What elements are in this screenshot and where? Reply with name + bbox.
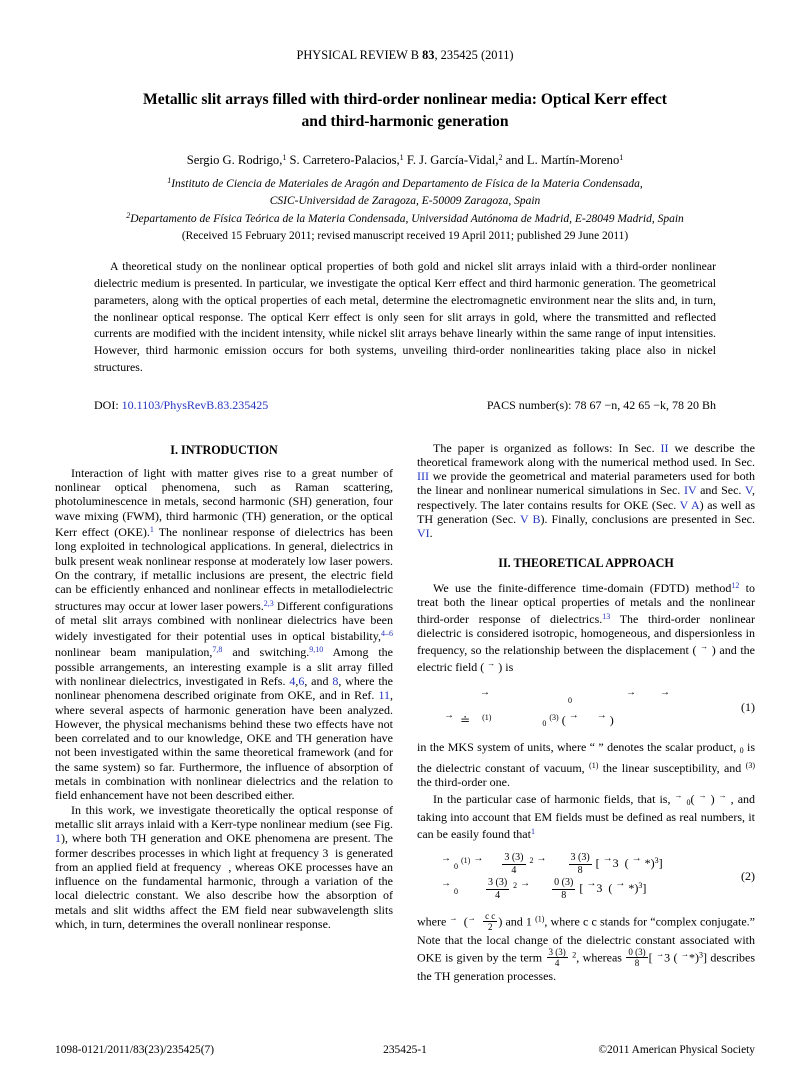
vector-arrow: →	[674, 791, 683, 801]
received-dates: (Received 15 February 2011; revised manuscript received 19 April 2011; published 29 June 2011)	[181, 230, 629, 243]
right-column	[417, 441, 755, 984]
vector-arrow: →	[700, 642, 709, 652]
fraction-numerator: 3 (3)	[570, 852, 590, 864]
affiliations	[55, 175, 755, 227]
inline-fraction	[569, 852, 592, 876]
text-segment: 1	[282, 153, 287, 163]
text-segment: 83	[422, 48, 435, 62]
fraction-numerator: 3 (3)	[504, 852, 524, 864]
equation-2-row-1: → $_0$ $^{(1)}$ → $\frac{3 (3)}{4}$ $^2$ → $\frac{3 (3)}{8}$ [ →3 ( → *)$^3$]	[441, 852, 663, 876]
fraction-denominator: 8	[577, 864, 583, 876]
text-segment: (1)	[482, 712, 492, 722]
inline-link[interactable]: III	[417, 469, 429, 484]
vector-arrow: →	[680, 949, 689, 959]
vector-arrow: →	[487, 659, 496, 669]
inline-link[interactable]: V A	[679, 497, 700, 512]
footer-page-number: 235425-1	[383, 1044, 427, 1056]
equation-2-row-2: → $_0$ $\frac{3 (3)}{4}$ $^2$ → $\frac{0 (3)}{8}$ [ →3 ( → *)$^3$]	[441, 877, 647, 901]
inline-link[interactable]: 4–6	[381, 629, 393, 639]
abstract-paragraph: A theoretical study on the nonlinear optical properties of both gold and nickel slit arrays inlaid with a third-order nonlinear dielectric medium is presented. In particular, we investigate the optical Kerr effect and third harmonic generation. The geometrical parameters, along with the optical properties of each metal, determine the electromagnetic environment near the slits and, in turn, the nonlinear optical response. The optical Kerr effect is only seen for slit arrays in gold, where the transmitted and reflected currents are modified with the incident intensity, while nickel slit arrays behave linearly within the same range of input intensities. However, third harmonic emission occurs for both systems, unveiling third-order nonlinearities taking place also in nickel structures.	[94, 259, 716, 374]
intro-paragraph-2: In this work, we investigate theoretically the optical response of metallic slit arrays inlaid with a Kerr-type nonlinear medium (see Fig. 1), where both TH generation and OKE phenomena are present. The former describes processes in which light at frequency 3 is generated from an applied field at frequency , whereas OKE processes have an influence on the fundamental harmonic, through a variation of the local dielectric constant. We also describe how the absorption of metals and slit widths affect the EM field near subwavelength slits which, in turn, determines the overall nonlinear response.	[55, 802, 393, 932]
text-segment: 3	[654, 856, 659, 866]
equation-2	[417, 851, 755, 901]
text-segment: 2	[572, 950, 577, 960]
text-segment: (1)	[589, 760, 599, 770]
paper-title-line-2: and third-harmonic generation	[301, 113, 509, 131]
equation-1-line-1	[417, 685, 737, 708]
inline-link[interactable]: 1	[55, 831, 61, 846]
fraction-denominator: 8	[561, 889, 567, 901]
text-segment: 1	[399, 153, 404, 163]
inline-fraction	[626, 947, 647, 969]
page-footer	[55, 1044, 755, 1056]
equation-1	[417, 685, 755, 731]
authors-line: Sergio G. Rodrigo,$^1$ S. Carretero-Palacios,$^1$ F. J. García-Vidal,$^2$ and L. Martín-Moreno$^1$	[186, 153, 624, 168]
fraction-numerator: 3 (3)	[488, 877, 508, 889]
text-segment: 2	[529, 856, 534, 866]
vector-arrow: →	[586, 878, 597, 890]
text-segment: (3)	[549, 712, 559, 722]
equation-1-line-2: → ≐ $^{(1)}$ $_0$ $^{(3)}$ ( → → )	[444, 709, 614, 728]
where-paragraph: where → (→ $\frac{\text{c c}}{2}$ ) and 1 $^{(1)}$, where c c stands for “complex conjugate.” Note that the local change of the dielectric constant associated with OKE is given by the term $\frac{3 (3)}{4}$ $^2$, whereas $\frac{0 (3)}{8}$ [ →3 ( →*)$^3$] describes the TH generation processes.	[417, 911, 756, 983]
paper-title	[55, 89, 755, 133]
vector-arrow: →	[449, 913, 458, 923]
inline-link[interactable]: 7,8	[212, 645, 223, 655]
inline-link[interactable]: 4	[289, 674, 296, 688]
doi-link[interactable]: 10.1103/PhysRevB.83.235425	[121, 397, 269, 412]
vector-arrow: →	[480, 686, 490, 698]
vector-arrow: →	[441, 853, 451, 865]
vector-arrow: →	[718, 791, 727, 801]
inline-link[interactable]: 1	[149, 525, 154, 535]
inline-fraction	[552, 877, 575, 901]
affiliation-line-2: CSIC-Universidad de Zaragoza, E-50009 Zaragoza, Spain	[269, 194, 541, 207]
inline-link[interactable]: VI	[417, 526, 430, 541]
inline-link[interactable]: 1	[530, 826, 535, 836]
text-segment: 0	[454, 887, 458, 897]
affiliation-line-3: $^2$Departamento de Física Teórica de la Materia Condensada, Universidad Autónoma de Madrid, E-28049 Madrid, Spain	[126, 210, 684, 225]
vector-arrow: →	[520, 878, 531, 890]
text-segment: 0	[568, 695, 572, 705]
text-segment: 0	[542, 718, 547, 728]
vector-arrow: →	[615, 878, 626, 890]
text-segment: 0	[686, 798, 691, 808]
intro-paragraph-1: Interaction of light with matter gives rise to a great number of nonlinear optical phenomena, such as Raman scattering, photoluminescence in metals, second harmonic (SH) generation, four wave mixing (FWM), third harmonic (TH) generation, or the optical Kerr effect (OKE).$^1$ The nonlinear response of dielectrics has been long exploited in technological applications. In general, dielectrics in bulk present weak nonlinear response at moderately low laser powers. On the contrary, if metallic inclusions are present, the electric field can be efficiently enhanced and nonlinear effects in metallodielectric structures may occur at lower laser powers.$^{2,3}$ Different configurations of metal slit arrays combined with nonlinear dielectrics have been widely investigated for their potential uses in optical bistability,$^{4-6}$ nonlinear beam manipulation,$^{7,8}$ and switching.$^{9,10}$ Among the possible arrangements, an interesting example is a slit array filled with nonlinear dielectrics, investigated in Refs. 4,6, and 8, where the nonlinear phenomena described originate from OKE, and in Ref. 11, where several aspects of harmonic generation have been analyzed. However, the physical mechanisms behind these two effects have not been correlated and to our knowledge, OKE and TH generation have not been investigated within the same theoretical framework (and for the same system) so far. Furthermore, the influence of absorption of metals in combination with nonlinear dielectrics and the relation to field enhancement have not been described either.	[55, 465, 394, 803]
text-segment: 2	[126, 210, 131, 220]
paper-title-line-1: Metallic slit arrays filled with third-order nonlinear media: Optical Kerr effect	[142, 91, 667, 108]
text-segment: 2	[513, 881, 518, 891]
section-heading-theory: II. THEORETICAL APPROACH	[498, 555, 674, 570]
fraction-denominator: 8	[634, 958, 640, 969]
inline-link[interactable]: II	[660, 440, 669, 455]
inline-fraction	[483, 911, 497, 933]
text-segment: 0	[454, 862, 458, 872]
equation-2-body	[417, 851, 737, 901]
text-segment: 0	[739, 746, 744, 756]
vector-arrow: →	[656, 949, 665, 959]
text-segment: (1)	[461, 856, 471, 866]
vector-arrow: →	[536, 853, 547, 865]
inline-fraction	[547, 947, 568, 969]
inline-link[interactable]: 13	[602, 611, 611, 621]
vector-arrow: →	[698, 791, 707, 801]
fraction-numerator: c c	[485, 911, 496, 922]
vector-arrow: →	[441, 878, 451, 890]
inline-link[interactable]: IV	[683, 483, 697, 498]
vector-arrow: →	[467, 913, 476, 923]
section-heading-introduction: I. INTRODUCTION	[170, 442, 278, 457]
fraction-denominator: 2	[487, 922, 493, 933]
affiliation-line-1: $^1$Instituto de Ciencia de Materiales de Aragón and Departamento de Física de la Materia Condensada,	[167, 176, 643, 191]
doi-pacs-row	[94, 398, 716, 413]
fraction-denominator: 4	[554, 958, 560, 969]
vector-arrow: →	[660, 686, 670, 698]
fraction-numerator: 0 (3)	[554, 877, 574, 889]
inline-link[interactable]: 11	[378, 688, 390, 703]
fraction-numerator: 0 (3)	[628, 947, 646, 958]
text-segment: 3	[638, 881, 643, 891]
doi-line	[94, 398, 268, 413]
text-segment: 3	[698, 950, 703, 960]
equation-1-body	[417, 685, 737, 731]
harmonic-fields-paragraph: In the particular case of harmonic fields, that is, → $_0$( → ) → , and taking into account that EM fields must be defined as real numbers, it can be easily found that$^1$	[417, 791, 756, 841]
fraction-denominator: 4	[511, 864, 517, 876]
inline-link[interactable]: 6	[298, 674, 305, 688]
vector-arrow: →	[473, 853, 484, 865]
vector-arrow: →	[631, 853, 642, 865]
text-segment: 2	[498, 153, 503, 163]
fraction-denominator: 4	[495, 889, 501, 901]
vector-arrow: →	[596, 709, 607, 721]
doi-label: DOI:	[94, 397, 122, 412]
text-segment: (3)	[745, 760, 755, 770]
organization-paragraph: The paper is organized as follows: In Sec. II we describe the theoretical framework along with the numerical method used. In Sec. III we provide the geometrical and material parameters used for both the linear and nonlinear numerical simulations in Sec. IV and Sec. V, respectively. The later contains results for OKE (Sec. V A) as well as TH generation (Sec. V B). Finally, conclusions are presented in Sec. VI.	[417, 440, 756, 541]
mks-paragraph: in the MKS system of units, where “ ” denotes the scalar product, $_0$ is the dielectric constant of vacuum, $^{(1)}$ the linear susceptibility, and $^{(3)}$ the third-order one.	[417, 740, 755, 789]
journal-header: PHYSICAL REVIEW B 83, 235425 (2011)	[296, 48, 514, 62]
text-segment: 1	[619, 153, 624, 163]
inline-link[interactable]: V B	[519, 512, 541, 527]
vector-arrow: →	[444, 709, 454, 721]
text-segment: 1	[167, 176, 172, 186]
text-segment: (1)	[535, 914, 545, 924]
vector-arrow: →	[568, 709, 579, 721]
vector-arrow: →	[602, 853, 613, 865]
inline-link[interactable]: 8	[332, 674, 339, 688]
equation-2-number: (2)	[741, 868, 755, 883]
pacs-line: PACS number(s): 78 67 −n, 42 65 −k, 78 20 Bh	[486, 397, 716, 412]
inline-fraction	[486, 877, 509, 901]
left-column	[55, 441, 393, 984]
inline-link[interactable]: 2,3	[263, 598, 274, 608]
footer-issn: 1098-0121/2011/83(23)/235425(7)	[55, 1044, 215, 1056]
inline-link[interactable]: 9,10	[309, 645, 324, 655]
inline-fraction	[502, 852, 525, 876]
equation-1-number: (1)	[741, 700, 755, 715]
footer-copyright: ©2011 American Physical Society	[598, 1044, 755, 1056]
inline-link[interactable]: V	[744, 483, 752, 498]
inline-link[interactable]: 12	[731, 580, 740, 590]
fdtd-paragraph: We use the finite-difference time-domain (FDTD) method$^{12}$ to treat both the linear optical properties of metals and the nonlinear third-order response of dielectrics.$^{13}$ The third-order nonlinear dielectric is considered isotropic, homogeneous, and dispersionless in frequency, so the relationship between the displacement ( → ) and the electric field ( → ) is	[417, 580, 756, 675]
vector-arrow: →	[626, 686, 636, 698]
two-column-body	[55, 441, 755, 984]
fraction-numerator: 3 (3)	[548, 947, 566, 958]
